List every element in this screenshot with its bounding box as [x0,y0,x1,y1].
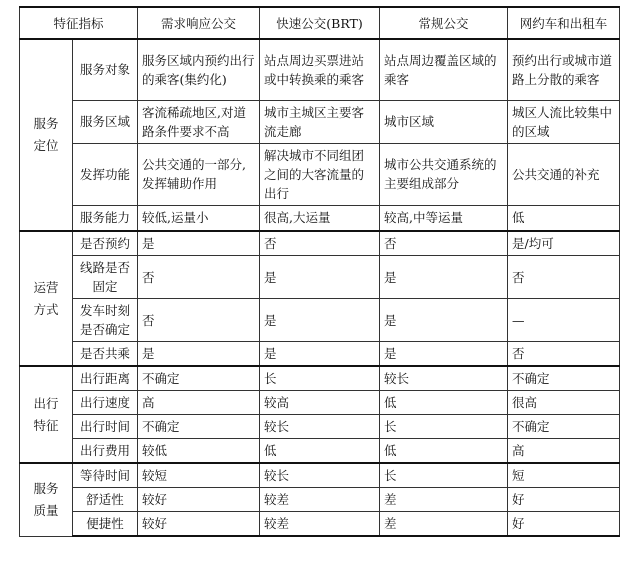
value-cell: 否 [380,231,508,256]
table-row [20,366,620,391]
value-cell: 是 [380,299,508,342]
value-cell: 城市主城区主要客流走廊 [260,100,380,143]
value-cell: 很高,大运量 [260,205,380,231]
value-cell: 很高 [508,391,620,415]
header-drt: 需求响应公交 [138,7,260,39]
value-cell: 是 [138,231,260,256]
indicator-cell: 线路是否固定 [73,256,138,299]
table-row [20,342,620,367]
table-body [20,39,620,536]
table-row [20,299,620,342]
value-cell: 城市区域 [380,100,508,143]
value-cell: 是 [380,256,508,299]
value-cell: 较低,运量小 [138,205,260,231]
value-cell: 服务区域内预约出行的乘客(集约化) [138,39,260,100]
value-cell: — [508,299,620,342]
value-cell: 较长 [260,463,380,488]
indicator-cell: 服务对象 [73,39,138,100]
indicator-cell: 出行速度 [73,391,138,415]
header-row [20,7,620,39]
indicator-cell: 是否共乘 [73,342,138,367]
value-cell: 是 [260,256,380,299]
value-cell: 短 [508,463,620,488]
value-cell: 是/均可 [508,231,620,256]
value-cell: 否 [508,342,620,367]
value-cell: 城市公共交通系统的主要组成部分 [380,143,508,205]
table-row [20,100,620,143]
indicator-cell: 出行距离 [73,366,138,391]
value-cell: 公共交通的一部分,发挥辅助作用 [138,143,260,205]
value-cell: 长 [260,366,380,391]
value-cell: 否 [138,299,260,342]
indicator-cell: 服务区域 [73,100,138,143]
category-cell: 服务 质量 [20,463,73,536]
value-cell: 否 [260,231,380,256]
table-row [20,143,620,205]
table-row [20,256,620,299]
indicator-cell: 发车时刻是否确定 [73,299,138,342]
table-row [20,415,620,439]
indicator-cell: 是否预约 [73,231,138,256]
comparison-table [19,6,620,537]
value-cell: 站点周边买票进站或中转换乘的乘客 [260,39,380,100]
value-cell: 长 [380,415,508,439]
indicator-cell: 等待时间 [73,463,138,488]
value-cell: 低 [508,205,620,231]
table-row [20,231,620,256]
table-row [20,488,620,512]
value-cell: 是 [260,299,380,342]
value-cell: 较差 [260,488,380,512]
value-cell: 不确定 [138,366,260,391]
value-cell: 不确定 [508,415,620,439]
value-cell: 解决城市不同组团之间的大客流量的出行 [260,143,380,205]
value-cell: 不确定 [138,415,260,439]
value-cell: 低 [260,439,380,464]
indicator-cell: 服务能力 [73,205,138,231]
value-cell: 较差 [260,512,380,537]
value-cell: 否 [138,256,260,299]
table-row [20,512,620,537]
value-cell: 差 [380,512,508,537]
table-row [20,391,620,415]
value-cell: 较长 [380,366,508,391]
value-cell: 是 [380,342,508,367]
indicator-cell: 出行费用 [73,439,138,464]
value-cell: 低 [380,391,508,415]
value-cell: 较高,中等运量 [380,205,508,231]
indicator-cell: 出行时间 [73,415,138,439]
value-cell: 差 [380,488,508,512]
indicator-cell: 发挥功能 [73,143,138,205]
comparison-table-container [19,6,620,537]
table-row [20,39,620,100]
header-brt: 快速公交(BRT) [260,7,380,39]
table-row [20,439,620,464]
value-cell: 较好 [138,512,260,537]
value-cell: 客流稀疏地区,对道路条件要求不高 [138,100,260,143]
value-cell: 较短 [138,463,260,488]
value-cell: 预约出行或城市道路上分散的乘客 [508,39,620,100]
header-taxi: 网约车和出租车 [508,7,620,39]
value-cell: 好 [508,488,620,512]
indicator-cell: 舒适性 [73,488,138,512]
value-cell: 是 [138,342,260,367]
indicator-cell: 便捷性 [73,512,138,537]
category-cell: 运营 方式 [20,231,73,366]
header-feature-indicator: 特征指标 [20,7,138,39]
value-cell: 高 [508,439,620,464]
value-cell: 低 [380,439,508,464]
value-cell: 高 [138,391,260,415]
category-cell: 服务 定位 [20,39,73,231]
value-cell: 城区人流比较集中的区域 [508,100,620,143]
value-cell: 公共交通的补充 [508,143,620,205]
value-cell: 较长 [260,415,380,439]
value-cell: 较好 [138,488,260,512]
header-regular-bus: 常规公交 [380,7,508,39]
value-cell: 较低 [138,439,260,464]
category-cell: 出行 特征 [20,366,73,463]
table-row [20,205,620,231]
table-row [20,463,620,488]
value-cell: 长 [380,463,508,488]
value-cell: 好 [508,512,620,537]
value-cell: 较高 [260,391,380,415]
value-cell: 否 [508,256,620,299]
value-cell: 站点周边覆盖区域的乘客 [380,39,508,100]
value-cell: 是 [260,342,380,367]
value-cell: 不确定 [508,366,620,391]
